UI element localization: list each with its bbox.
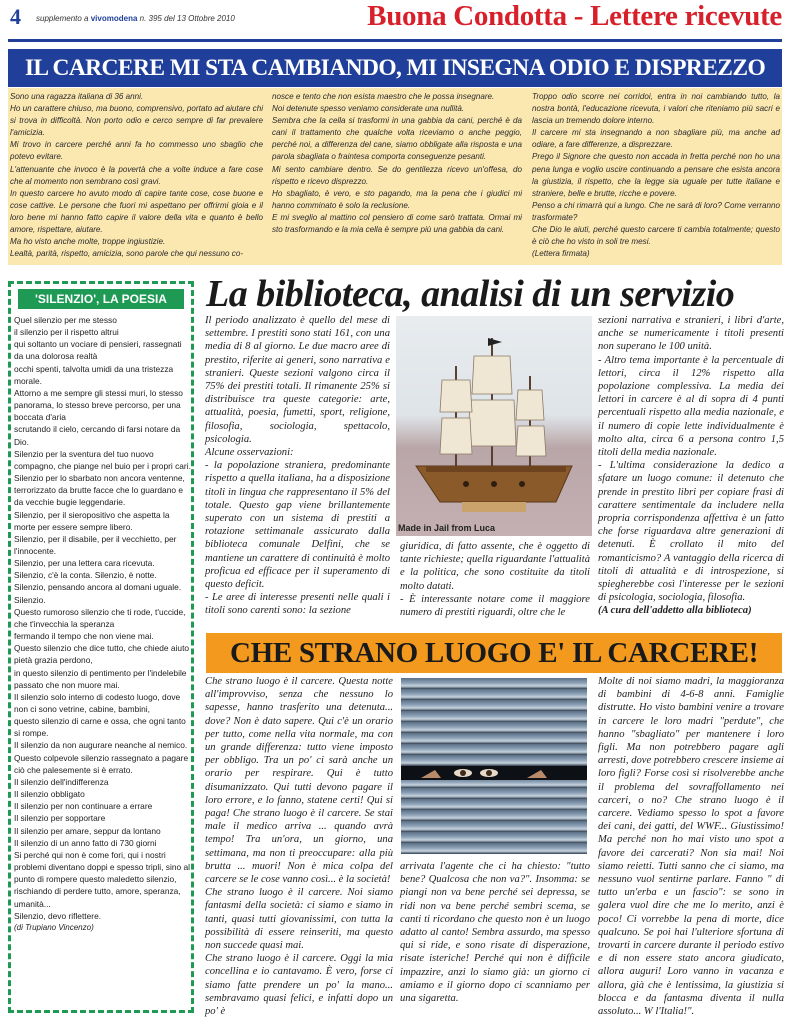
supplement-issue: n. 395 del 13 Ottobre 2010: [139, 14, 235, 23]
poem-line: Si perché qui non è come fori, qui i nostri problemi diventano doppi e spesso tripli, sino al punto di rompere questo maledetto silenzio, rischiando di perdere tutto, amore, speranza, umanità...: [14, 849, 190, 909]
prison-column-1: [205, 675, 393, 1018]
section-rubric: Buona Condotta - Lettere ricevute: [367, 0, 782, 32]
poem-line: Il silenzio dell'indifferenza: [14, 776, 109, 787]
paragraph: Molte di noi siamo madri, la maggioranza di bambini di 4-6-8 anni. Famiglie distrutte. Ho visto bambini venire a trovare in carcere le loro madri "perdute", che hanno "sbagliato" per mantenere i loro figli. Ma non potrebbero pagare agli arresti, dove potrebbero crescere insieme ai loro figli? Forse così si risolverebbe anche il problema del sovraffollamento nei carceri, o no? Che strano luogo è il carcere. Vediamo spesso lo spot a favore dei cani, dei gatti, del WWF... Giustissimo! Ma perché non ho mai visto uno spot a favore dei carcerati? Non sia mai! Noi siamo reietti. Tutti sanno che ci siamo, ma nessuno vuol sentirne parlare. Fanno " di tutto un'erba e un fascio": se sono in galera vuol dire che me lo merito, anzi è poco! Ci vorrebbe la pena di morte, dice qualcuno. Se poi hai l'ulteriore sfortuna di trovarti in carcere durante il periodo estivo e di non essere stato ancora giudicato, allora auguri! Loro vanno in vacanza e allora, già che è lentissima, la giustizia si blocca e da fantasma diventa il nulla assoluto... W l'Italia!".: [598, 676, 784, 1018]
poem-title: 'SILENZIO', LA POESIA: [18, 289, 184, 309]
letter-signature: (Lettera firmata): [532, 249, 590, 259]
prison-headline: CHE STRANO LUOGO E' IL CARCERE!: [206, 633, 782, 673]
paragraph: Mi trovo in carcere perché anni fa ho commesso uno sbaglio che potevo evitare.: [10, 140, 263, 162]
ship-model-icon: [396, 316, 592, 536]
paragraph: Che Dio le aiuti, perché questo carcere ti cambia totalmente; questo è ciò che ho visto in soli tre mesi.: [532, 225, 780, 247]
poem-line: Questo silenzio che dice tutto, che chiede aiuto pietà grazia perdono,: [14, 643, 190, 666]
paragraph: sezioni narrativa e stranieri, i libri d'arte, anche se numericamente i titoli presenti non superano le 100 unità.: [598, 315, 784, 353]
poem-line: questo silenzio di carne e ossa, che ogni tanto si rompe.: [14, 716, 186, 739]
paragraph: Il periodo analizzato è quello del mese di settembre. I prestiti sono stati 161, con una media di 8 al giorno. Le due macro aree di prestito, riferite ai generi, sono narrativa e stranieri. Queste sezioni valgono circa il 75% dei prestiti totali. Il rimanente 25% si distribuisce tra queste categorie: arte, attualità, poesia, fumetti, sport, religione, filosofia, sociologia, spettacolo, psicologia.: [205, 315, 390, 445]
poem-line: occhi spenti, talvolta umidi da una tristezza morale.: [14, 363, 174, 386]
paragraph: nosce e tento che non esista maestro che le possa insegnare.: [272, 92, 495, 101]
poem-line: Il silenzio obbligato: [14, 789, 85, 800]
paragraph: - Le aree di interesse presenti nelle quali i titoli sono carenti sono: la sezione: [205, 592, 390, 617]
prison-column-2: [400, 860, 590, 1005]
paragraph: - la popolazione straniera, predominante rispetto a quella italiana, ha a disposizione titoli in lingua che rappresentano il 5% del totale. Questo gap viene brillantemente superato con un sistema di prestiti a rotazione settimanale assicurato dalla biblioteca comunale Delfini, che se mantiene un carattere di continuità è molto proficua ed efficace per il superamento di questo deficit.: [205, 460, 390, 591]
paragraph: Prego il Signore che questo non accada in fretta perché non ho una pena lunga e voglio uscire continuando a pensare che esista ancora la giustizia, il rispetto, che la legge sia uguale per tutte italiane e straniere, belle e brutte, ricche e povere.: [532, 152, 780, 198]
poem-line: Il silenzio per amare, seppur da lontano: [14, 825, 161, 836]
poem-line: qui soltanto un vociare di pensieri, rassegnati da una dolorosa realtà: [14, 339, 182, 362]
photo-caption: Made in Jail from Luca: [398, 523, 496, 533]
poem-line: Il silenzio per non continuare a errare: [14, 801, 153, 812]
paragraph: Alcune osservazioni:: [205, 447, 294, 459]
poem-line: Silenzio, per il sieropositivo che aspetta la morte per essere sempre libero.: [14, 509, 170, 532]
paragraph: Sembra che la cella si trasformi in una gabbia da cani, perché è da cani il trattamento che qualche volta riceviamo o anche peggio, perché noi, a differenza del cane, siamo obbligate alla risposta e una parola sbagliata o fraintesa comporta conseguenze pesanti.: [272, 116, 522, 162]
paragraph: - È interessante notare come il maggiore numero di prestiti riguardi, oltre che le: [400, 593, 590, 619]
poem-line: in questo silenzio di pentimento per l'indelebile passato che non muore mai.: [14, 667, 187, 690]
poem-text: [14, 314, 191, 934]
paragraph: Ho sbagliato, è vero, e sto pagando, ma la pena che i giudici mi hanno comminato è solo la reclusione.: [272, 188, 522, 210]
letter-column-3: [532, 91, 780, 260]
poem-line: Il silenzio da non augurare neanche al nemico.: [14, 740, 188, 751]
poem-line: Attorno a me sempre gli stessi muri, lo stesso panorama, lo stesso breve percorso, per una boccata d'aria: [14, 387, 183, 423]
paragraph: In questo carcere ho avuto modo di capire tante cose, cose buone e cose cattive. Le persone che fuori mi aspettano per offrirmi gioia e il loro bene mi hanno fatto capire il valore della vita e quanto è bello amore, rispettare, aiutare.: [10, 188, 263, 235]
paragraph: E mi sveglio al mattino col pensiero di come sarò trattata. Ormai mi sto trasformando e la mia cella è sempre più una gabbia da cani.: [272, 212, 522, 235]
paragraph: Penso a chi rimarrà qui a lungo. Che ne sarà di loro? Come verranno trasformate?: [532, 200, 780, 222]
paragraph: Ma ho visto anche molte, troppe ingiustizie.: [10, 237, 166, 247]
poem-line: Silenzio, per il disabile, per il vecchietto, per l'innocente.: [14, 533, 177, 556]
poem-line: Silenzio, pensando ancora al domani uguale. Silenzio.: [14, 582, 182, 605]
paragraph: Che strano luogo è il carcere. Noi siamo fantasmi della società: ci siamo e siamo in tanti, quasi tutti giovanissimi, con tutta la possibilità di essere reinseriti, ma questo non succede quasi mai.: [205, 887, 393, 952]
library-headline: La biblioteca, analisi di un servizio: [206, 273, 735, 315]
poem-line: Quel silenzio per me stesso: [14, 315, 117, 325]
poem-line: Silenzio, devo riflettere.: [14, 910, 102, 921]
paragraph: Che strano luogo è il carcere. Oggi la mia concellina e io cantavamo. È vero, forse ci siamo fatte prendere un po' la mano... sembravamo quasi felici, e infatti dopo un po' è: [205, 953, 393, 1018]
poem-line: scrutando il cielo, cercando di farsi notare da Dio.: [14, 424, 181, 447]
page-number: 4: [10, 4, 21, 29]
library-column-3: [598, 314, 784, 618]
poem-line: Il silenzio solo interno di codesto luogo, dove non ci sono vetrine, cabine, bambini,: [14, 691, 181, 714]
peering-eyes-icon: [401, 678, 587, 854]
poem-line: Questo rumoroso silenzio che ti rode, t'uccide, che t'invecchia la speranza: [14, 606, 186, 629]
paragraph: Noi detenute spesso veniamo considerate una nullità.: [272, 104, 465, 114]
prison-column-3: [598, 675, 784, 1018]
poem-line: Il silenzio di un anno fatto di 730 giorni: [14, 837, 157, 848]
header-divider: [8, 39, 782, 42]
paragraph: Lealtà, parità, rispetto, amicizia, sono parole che qui nessuno co-: [10, 249, 244, 259]
supplement-brand: vivomodena: [90, 14, 138, 23]
letter-headline: IL CARCERE MI STA CAMBIANDO, MI INSEGNA ODIO E DISPREZZO: [8, 49, 782, 87]
library-column-1: [205, 314, 390, 618]
paragraph: Sono una ragazza italiana di 36 anni.: [10, 92, 144, 101]
poem-line: Silenzio, c'è la conta. Silenzio, è notte.: [14, 570, 157, 581]
library-signature: (A cura dell'addetto alla biblioteca): [598, 605, 752, 617]
paragraph: Il carcere mi sta insegnando a non sbagliare più, ma anche ad odiare, a fare differenze, a disprezzare.: [532, 128, 780, 150]
paragraph: arrivata l'agente che ci ha chiesto: "tutto bene? Qualcosa che non va?". Insomma: se piangi non va bene perché sei depressa, se ridi non va bene perché sembri scema, se canti ti ricordano che questo non è un luogo adatto al canto! Sembra assurdo, ma spesso qui si ride, e sono risate di disperazione, risate isteriche! Perché qui non è difficile impazzire, anzi lo siamo già: un giorno ci amiamo e il giorno dopo ci scanniamo per una sigaretta.: [400, 861, 590, 1005]
paragraph: Mi sento cambiare dentro. Se do gentilezza ricevo un'offesa, do rispetto e ricevo disprezzo.: [272, 164, 522, 186]
poem-line: Silenzio per lo sbarbato non ancora ventenne, terrorizzato da brutte facce che lo guardano e da vecchie bugie leggendarie.: [14, 473, 185, 508]
poem-line: Il silenzio per sopportare: [14, 813, 106, 824]
library-column-2: [400, 540, 590, 619]
poem-line: il silenzio per il rispetto altrui: [14, 327, 119, 338]
supplement-prefix: supplemento a: [36, 14, 89, 23]
supplement-line: [36, 14, 235, 23]
letter-column-1: [10, 91, 263, 260]
paragraph: Ho un carattere chiuso, ma buono, comprensivo, portato ad aiutare chi si trova in difficoltà. Non porto odio e cerco sempre di far prevalere l'amicizia.: [10, 104, 263, 138]
paragraph: Troppo odio scorre nei corridoi, entra in noi cambiando tutto, la nostra bontà, l'educazione ricevuta, i valori che riteniamo più sacri e lascia un tremendo dolore interno.: [532, 92, 780, 126]
blinds-eyes-photo: [401, 678, 587, 854]
ship-model-photo: [396, 316, 592, 536]
poem-line: fermando il tempo che non viene mai.: [14, 631, 154, 642]
paragraph: - L'ultima considerazione la dedico a sfatare un luogo comune: il detenuto che prende in prestito libri per copiare frasi di carattere sentimentale da includere nella propria corrispondenza affettiva è un fatto che forse riguardava altre generazioni di detenuti. È crollato il mito del romanticismo? A vantaggio della ricerca di titoli di attualità e di introspezione, si spiegherebbe così l'interesse per le sezioni di psicologia, sociologia, filosofia.: [598, 460, 784, 604]
paragraph: Che strano luogo è il carcere. Questa notte all'improvviso, senza che nessuno lo sapesse, hanno trasferito una detenuta... dove? Non è dato sapere. Qui c'è un orario per tutto, come nella vita normale, ma con un grande differenza: tutto viene imposto per obbligo. Tra un po' ci sarà anche un orario per respirare. Qui è tutto disumanizzato. Qui tutti devono pagare il loro errore, e lo fanno, statene certi! Qui si paga! Che strano luogo è il carcere. Se stai male il medico arriva ... quando avrà tempo! Tra un'ora, un giorno, una settimana, ma non ti preoccupare: alla più brutta ... muori! Non è mica colpa del carcere se le cose vanno così... è la società!: [205, 676, 393, 886]
letter-column-2: [272, 91, 522, 236]
paragraph: giuridica, di fatto assente, che è oggetto di tante richieste; quella riguardante l'attualità e la politica, che sono costituite da titoli molto datati.: [400, 541, 590, 592]
poem-line: Questo colpevole silenzio rassegnato a pagare ciò che palesemente si è errato.: [14, 752, 189, 775]
paragraph: - Altro tema importante è la percentuale di lettori, circa il 12% rispetto alla popolazione complessiva. La media dei lettori in carcere è al di sopra di 4 punti percentuali rispetto alla media nazionale, e il numero di copie lette individualmente è molto alta, circa 6 a persona contro 1,5 titoli della media nazionale.: [598, 354, 784, 459]
poem-line: Silenzio per la sventura del tuo nuovo compagno, che piange nel buio per i propri cari.: [14, 448, 191, 471]
paragraph: L'attenuante che invoco è la povertà che a volte induce a fare cose che al momento non sembrano così gravi.: [10, 164, 263, 186]
poem-signature: (di Trupiano Vincenzo): [14, 922, 94, 932]
poem-line: Silenzio, per una lettera cara ricevuta.: [14, 558, 155, 569]
